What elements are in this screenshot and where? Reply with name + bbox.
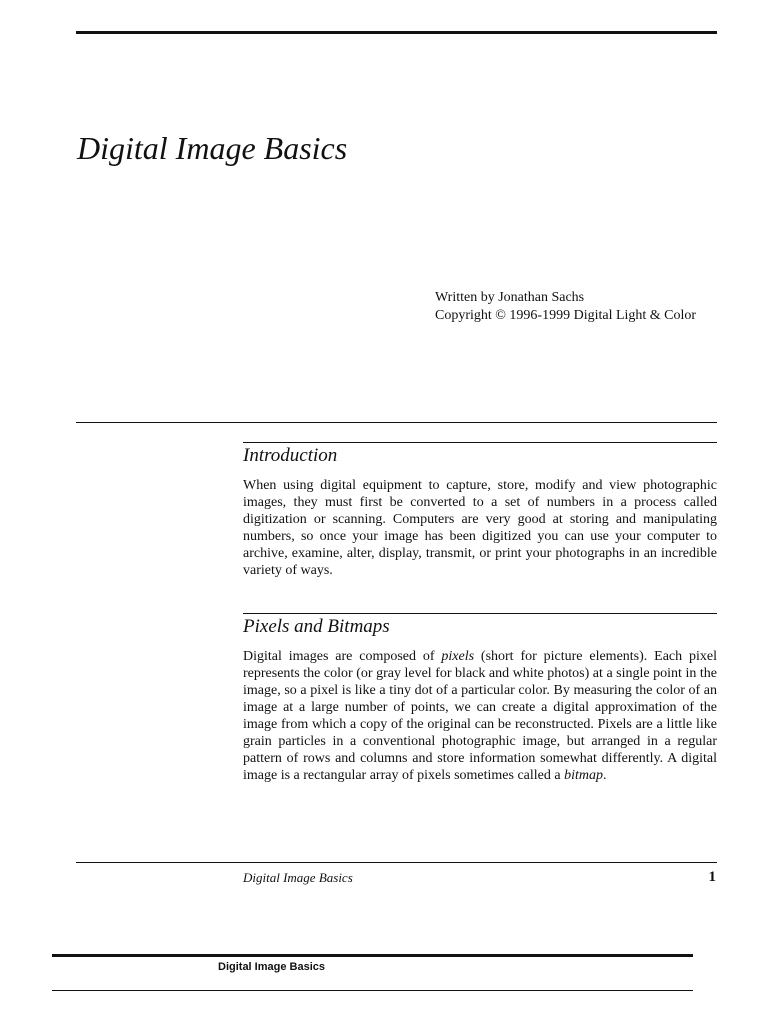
section-paragraph bbox=[243, 648, 717, 784]
page-title: Digital Image Basics bbox=[77, 130, 348, 166]
section-paragraph bbox=[243, 477, 717, 579]
text-run: When using digital equipment to capture, store, modify and view photographic images, they must first be converted to a set of numbers in a process called digitization or scanning. Computers are very good at storing and manipulating numbers, so once your image has been digitized you can use your computer to archive, examine, alter, display, transmit, or print your photographs in an incredible variety of ways. bbox=[243, 478, 717, 578]
copyright-line: Copyright © 1996-1999 Digital Light & Color bbox=[435, 308, 697, 323]
footer-title: Digital Image Basics bbox=[243, 870, 353, 885]
top-rule bbox=[76, 31, 717, 34]
author-line: Written by Jonathan Sachs bbox=[435, 290, 585, 305]
section-rule bbox=[243, 442, 717, 443]
viewer-header-rule-top bbox=[52, 954, 693, 957]
section-introduction bbox=[243, 442, 717, 579]
section-heading: Pixels and Bitmaps bbox=[243, 616, 390, 637]
credits-block bbox=[435, 289, 696, 325]
section-rule bbox=[243, 613, 717, 614]
viewer-header-rule-bottom bbox=[52, 990, 693, 991]
section-pixels-and-bitmaps bbox=[243, 613, 717, 784]
footer-rule bbox=[76, 862, 717, 863]
text-run: . bbox=[602, 768, 607, 783]
italic-term: bitmap bbox=[564, 768, 603, 783]
italic-term: pixels bbox=[441, 649, 475, 664]
section-divider bbox=[76, 422, 717, 423]
page-number: 1 bbox=[708, 869, 716, 885]
text-run: (short for picture elements). Each pixel represents the color (or gray level for black and white photos) at a single point in the image, so a pixel is like a tiny dot of a particular color. By measuring the color of an image at a large number of points, we can create a digital approximation of the image from which a copy of the original can be reconstructed. Pixels are a little like grain particles in a conventional photographic image, but arranged in a regular pattern of rows and columns and store information somewhat differently. A digital image is a rectangular array of pixels sometimes called a bbox=[243, 649, 717, 783]
text-run: Digital images are composed of bbox=[243, 649, 442, 664]
section-heading: Introduction bbox=[243, 445, 338, 466]
viewer-header-title: Digital Image Basics bbox=[218, 961, 325, 973]
